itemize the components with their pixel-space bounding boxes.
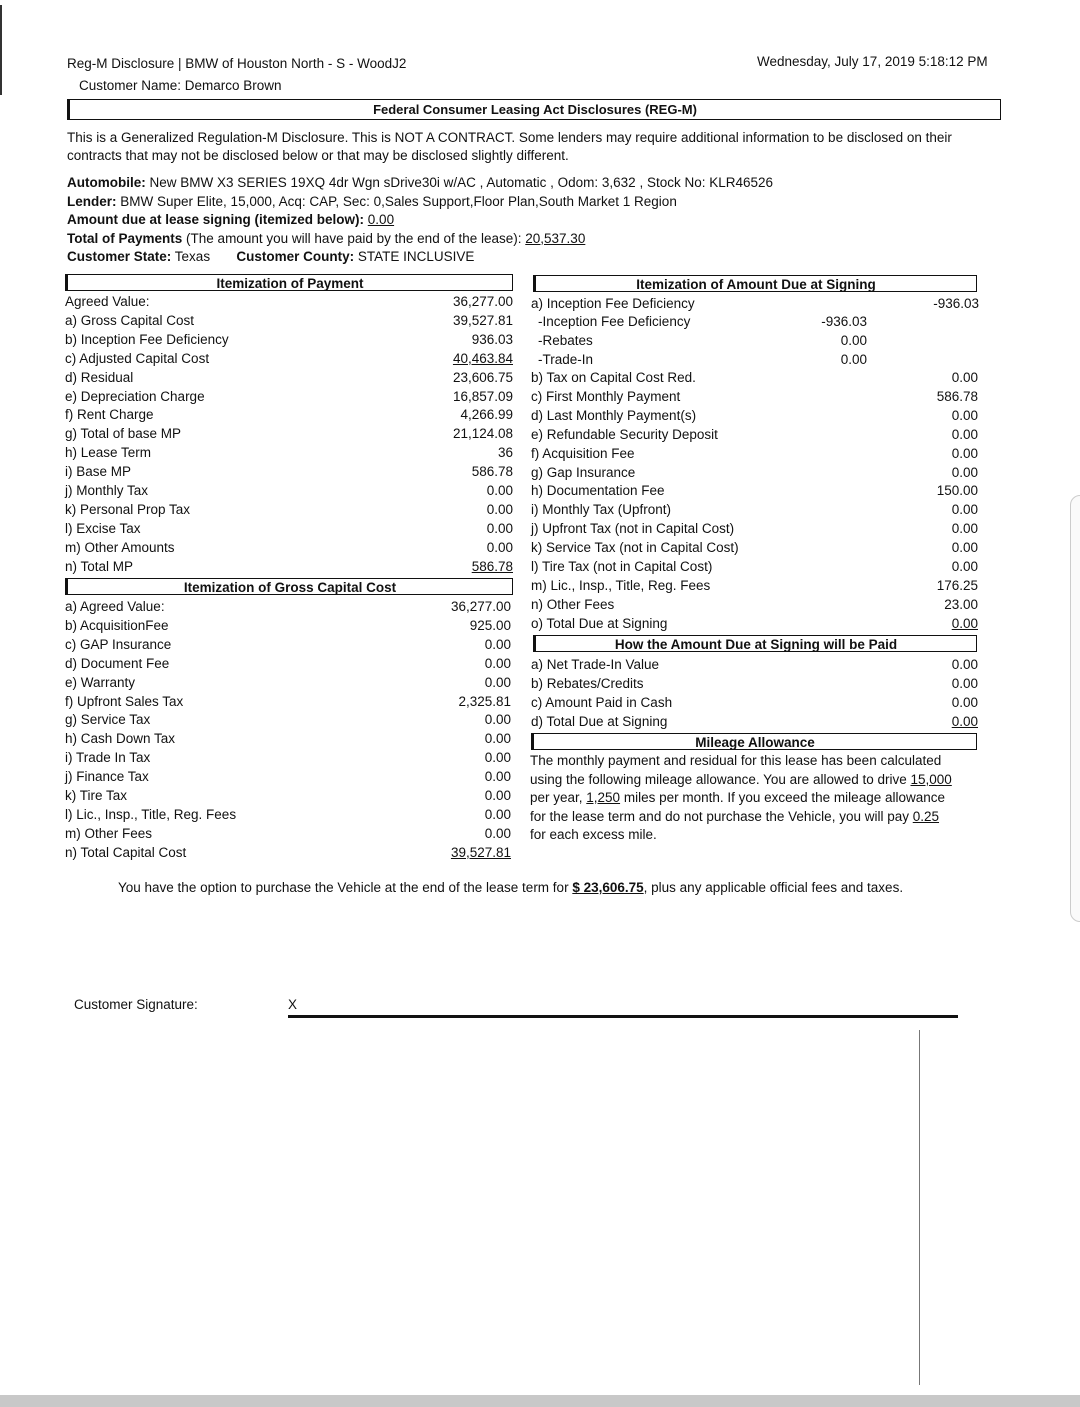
table-row	[531, 425, 978, 444]
row-value: 40,463.84	[452, 350, 513, 366]
itemization-gross-header: Itemization of Gross Capital Cost	[65, 578, 513, 595]
signature-mark: X	[288, 997, 298, 1012]
row-label: a) Gross Capital Cost	[65, 312, 195, 328]
table-row	[531, 538, 978, 557]
row-value: 0.00	[484, 655, 511, 671]
table-row	[531, 614, 978, 633]
row-value: 16,857.09	[452, 388, 513, 404]
row-label: g) Gap Insurance	[531, 464, 636, 480]
table-row	[65, 387, 513, 406]
table-row	[531, 674, 978, 693]
row-label: f) Acquisition Fee	[531, 445, 635, 461]
row-label: c) First Monthly Payment	[531, 388, 681, 404]
row-value: 586.78	[471, 464, 513, 480]
table-row	[531, 444, 978, 463]
table-row	[65, 786, 511, 805]
row-label: b) Rebates/Credits	[531, 675, 644, 691]
row-value: 0.00	[951, 657, 978, 672]
purchase-option-text: You have the option to purchase the Vehicle at the end of the lease term for $ 23,606.75, plus any applicable official fees and taxes.	[118, 880, 904, 895]
table-row	[65, 311, 513, 330]
scan-edge-mark	[0, 5, 2, 95]
how-paid-header: How the Amount Due at Signing will be Paid	[533, 635, 977, 652]
inception-fee-row	[531, 294, 979, 313]
table-row	[65, 349, 513, 368]
row-value: 0.00	[484, 788, 511, 803]
row-label: c) GAP Insurance	[65, 636, 172, 652]
table-row	[65, 292, 513, 311]
table-row	[538, 312, 867, 331]
row-label: a) Net Trade-In Value	[531, 657, 660, 672]
table-row	[65, 673, 511, 692]
row-label: n) Other Fees	[531, 596, 615, 612]
row-label: m) Other Fees	[65, 825, 153, 841]
row-value: 0.00	[951, 713, 978, 729]
row-value: 176.25	[936, 577, 978, 593]
table-row	[531, 693, 978, 712]
row-label: n) Total Capital Cost	[65, 844, 187, 860]
table-row	[65, 368, 513, 387]
purchase-option-amount: $ 23,606.75	[572, 880, 644, 895]
document-header	[67, 53, 406, 97]
table-row	[65, 654, 511, 673]
table-row	[65, 557, 513, 576]
row-label: e) Depreciation Charge	[65, 388, 205, 404]
table-row	[65, 405, 513, 424]
table-row	[65, 424, 513, 443]
table-row	[65, 748, 511, 767]
table-row	[65, 767, 511, 786]
row-label: c) Adjusted Capital Cost	[65, 350, 210, 366]
row-value: 150.00	[936, 483, 978, 499]
table-row	[531, 387, 978, 406]
table-row	[65, 500, 513, 519]
row-label: j) Finance Tax	[65, 769, 149, 785]
row-value: 0.00	[951, 464, 978, 480]
row-value: 39,527.81	[450, 844, 511, 860]
row-label: o) Total Due at Signing	[531, 615, 668, 631]
inception-fee-value: -936.03	[933, 296, 979, 311]
row-label: j) Monthly Tax	[65, 483, 149, 498]
table-row	[65, 843, 511, 862]
row-value: 0.00	[951, 426, 978, 442]
row-label: h) Lease Term	[65, 445, 152, 461]
table-row	[65, 692, 511, 711]
row-label: l) Lic., Insp., Title, Reg. Fees	[65, 806, 237, 822]
table-row	[65, 443, 513, 462]
row-label: b) Inception Fee Deficiency	[65, 331, 229, 347]
row-value: 0.00	[840, 351, 867, 367]
row-value: 36	[497, 445, 513, 461]
row-value: 0.00	[486, 483, 513, 498]
table-row	[65, 481, 513, 500]
table-row	[65, 710, 511, 729]
row-value: 0.00	[484, 806, 511, 822]
row-value: 0.00	[951, 370, 978, 385]
excess-mile-rate: 0.25	[912, 808, 940, 824]
row-value: 0.00	[486, 539, 513, 555]
row-label: k) Service Tax (not in Capital Cost)	[531, 540, 739, 556]
itemization-payment-header: Itemization of Payment	[65, 274, 513, 291]
total-payments-line: Total of Payments (The amount you will have paid by the end of the lease): 20,537.30	[67, 230, 586, 246]
row-value: 0.00	[484, 750, 511, 766]
row-label: b) AcquisitionFee	[65, 617, 169, 633]
row-label: -Trade-In	[538, 351, 594, 367]
amount-due-line: Amount due at lease signing (itemized below): 0.00	[67, 212, 395, 227]
row-label: a) Agreed Value:	[65, 599, 165, 614]
row-value: 0.00	[951, 694, 978, 710]
row-label: g) Service Tax	[65, 712, 151, 728]
row-value: 586.78	[936, 388, 978, 404]
row-value: 0.00	[486, 520, 513, 536]
signature-label: Customer Signature:	[74, 997, 198, 1012]
row-value: 0.00	[951, 445, 978, 461]
row-value: 0.00	[951, 615, 978, 631]
table-row	[531, 481, 978, 500]
row-value: 0.00	[951, 521, 978, 537]
inception-fee-label: a) Inception Fee Deficiency	[531, 296, 695, 311]
main-title: Federal Consumer Leasing Act Disclosures (REG-M)	[67, 99, 1001, 120]
row-label: Agreed Value:	[65, 294, 150, 309]
table-row	[531, 576, 978, 595]
table-row	[531, 368, 978, 387]
row-value: 936.03	[471, 331, 513, 347]
table-row	[65, 597, 511, 616]
miles-per-month: 1,250	[586, 790, 621, 805]
row-label: f) Upfront Sales Tax	[65, 693, 184, 709]
row-label: i) Trade In Tax	[65, 750, 151, 766]
customer-name: Customer Name: Demarco Brown	[79, 78, 282, 93]
row-value: 0.00	[951, 407, 978, 423]
row-label: m) Lic., Insp., Title, Reg. Fees	[531, 577, 711, 593]
row-value: -936.03	[821, 314, 867, 329]
row-value: 586.78	[471, 558, 513, 574]
row-value: 0.00	[486, 501, 513, 517]
intro-paragraph: This is a Generalized Regulation-M Disclosure. This is NOT A CONTRACT. Some lenders may require additional information to be disclosed on their contracts that may not be disclosed below or that may be disclosed slightly different.	[67, 130, 952, 163]
row-value: 2,325.81	[458, 693, 511, 709]
row-label: l) Tire Tax (not in Capital Cost)	[531, 559, 713, 574]
table-row	[531, 500, 978, 519]
row-value: 0.00	[484, 825, 511, 841]
table-row	[531, 557, 978, 576]
row-label: d) Total Due at Signing	[531, 713, 668, 729]
row-label: h) Documentation Fee	[531, 483, 665, 499]
table-row	[65, 330, 513, 349]
table-row	[531, 712, 978, 731]
row-value: 0.00	[840, 332, 867, 348]
row-value: 39,527.81	[452, 312, 513, 328]
row-value: 21,124.08	[452, 426, 513, 442]
mileage-text: The monthly payment and residual for this lease has been calculated using the following mileage allowance. You are allowed to drive 15,000 per year, 1,250 miles per month. If you exceed the mileage allowance for the lease term and do not purchase the Vehicle, you will pay 0.25 for each excess mile.	[530, 753, 952, 842]
row-value: 23.00	[944, 596, 978, 612]
row-value: 0.00	[484, 769, 511, 785]
table-row	[65, 616, 511, 635]
table-row	[65, 538, 513, 557]
row-label: i) Base MP	[65, 464, 132, 480]
row-value: 0.00	[951, 540, 978, 556]
row-value: 23,606.75	[452, 369, 513, 385]
row-value: 36,277.00	[452, 294, 513, 309]
table-row	[65, 519, 513, 538]
row-value: 0.00	[484, 674, 511, 690]
table-row	[538, 350, 867, 369]
row-label: j) Upfront Tax (not in Capital Cost)	[531, 521, 735, 537]
table-row	[531, 463, 978, 482]
row-label: -Inception Fee Deficiency	[538, 314, 691, 329]
row-value: 925.00	[469, 617, 511, 633]
row-value: 0.00	[951, 502, 978, 518]
row-label: k) Personal Prop Tax	[65, 501, 191, 517]
table-row	[65, 729, 511, 748]
table-row	[65, 635, 511, 654]
row-label: d) Residual	[65, 369, 134, 385]
row-value: 0.00	[951, 559, 978, 574]
signature-line[interactable]	[288, 1015, 958, 1018]
row-label: b) Tax on Capital Cost Red.	[531, 370, 696, 385]
scan-fold-line	[919, 1030, 920, 1385]
row-label: d) Document Fee	[65, 655, 170, 671]
row-label: c) Amount Paid in Cash	[531, 694, 673, 710]
row-value: 36,277.00	[450, 599, 511, 614]
row-label: n) Total MP	[65, 558, 134, 574]
table-row	[65, 824, 511, 843]
row-value: 4,266.99	[460, 407, 513, 423]
row-label: d) Last Monthly Payment(s)	[531, 407, 697, 423]
row-value: 0.00	[484, 731, 511, 747]
itemization-due-header: Itemization of Amount Due at Signing	[533, 275, 977, 292]
row-label: k) Tire Tax	[65, 788, 128, 803]
row-label: -Rebates	[538, 332, 593, 348]
bottom-scrollbar[interactable]	[0, 1395, 1080, 1407]
miles-per-year: 15,000	[910, 771, 952, 787]
lender-line: Lender: BMW Super Elite, 15,000, Acq: CAP, Sec: 0,Sales Support,Floor Plan,South Market 1 Region	[67, 193, 677, 209]
mileage-header: Mileage Allowance	[531, 733, 977, 750]
row-value: 0.00	[484, 636, 511, 652]
document-datetime: Wednesday, July 17, 2019 5:18:12 PM	[757, 54, 988, 69]
table-row	[531, 519, 978, 538]
row-label: e) Warranty	[65, 674, 136, 690]
side-scroll-handle[interactable]	[1070, 495, 1080, 922]
table-row	[65, 462, 513, 481]
row-label: i) Monthly Tax (Upfront)	[531, 502, 672, 518]
table-row	[531, 595, 978, 614]
row-label: e) Refundable Security Deposit	[531, 426, 718, 442]
table-row	[531, 655, 978, 674]
table-row	[65, 805, 511, 824]
row-label: h) Cash Down Tax	[65, 731, 176, 747]
row-value: 0.00	[951, 675, 978, 691]
row-value: 0.00	[484, 712, 511, 728]
row-label: f) Rent Charge	[65, 407, 154, 423]
automobile-line: Automobile: New BMW X3 SERIES 19XQ 4dr Wgn sDrive30i w/AC , Automatic , Odom: 3,632 , Stock No: KLR46526	[67, 175, 774, 190]
row-label: g) Total of base MP	[65, 426, 182, 442]
row-label: m) Other Amounts	[65, 539, 175, 555]
table-row	[531, 406, 978, 425]
table-row	[538, 331, 867, 350]
row-label: l) Excise Tax	[65, 520, 141, 536]
document-title: Reg-M Disclosure | BMW of Houston North - S - WoodJ2	[67, 56, 407, 71]
vehicle-info-block	[67, 174, 773, 267]
customer-state-line: Customer State: Texas Customer County: STATE INCLUSIVE	[67, 249, 475, 264]
